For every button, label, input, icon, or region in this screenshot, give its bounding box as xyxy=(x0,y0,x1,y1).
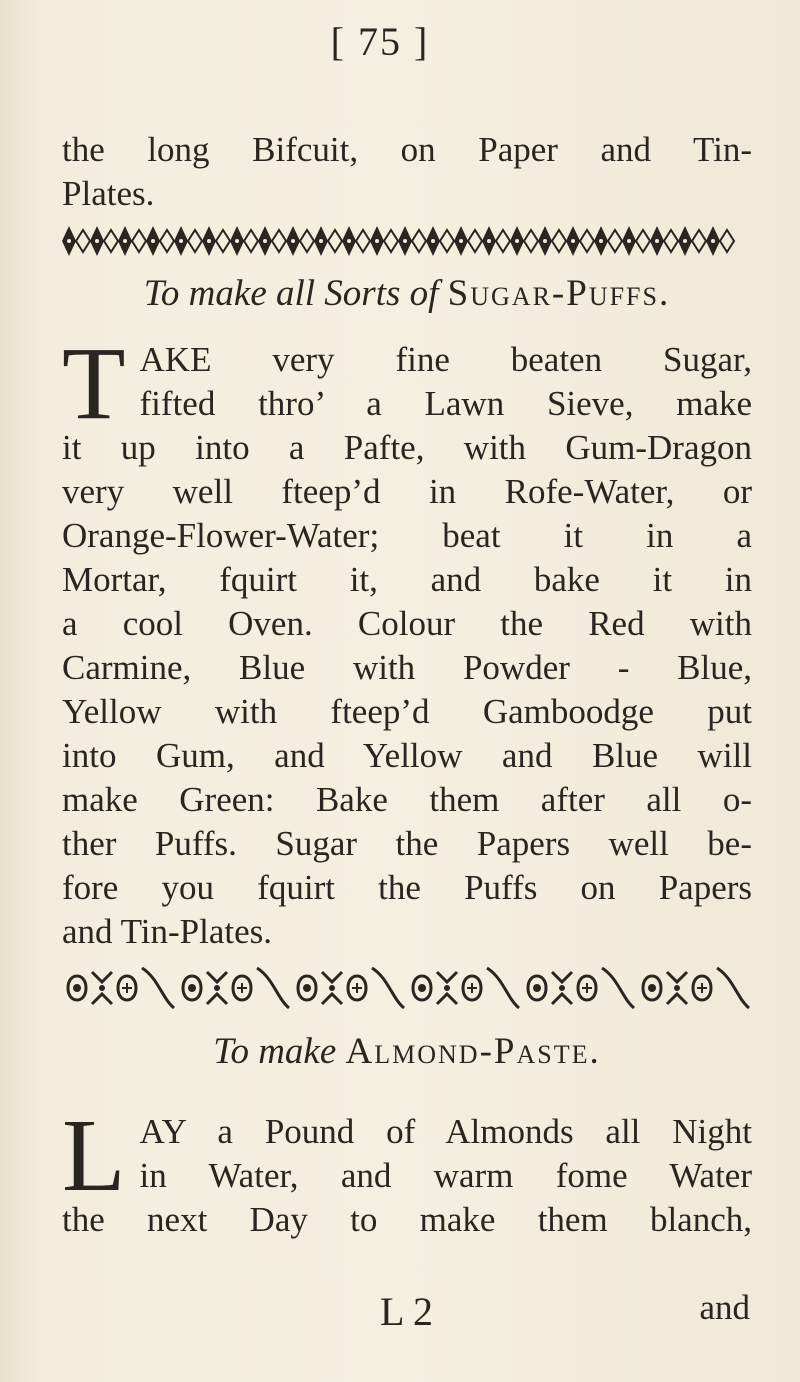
ornament-band-top xyxy=(62,218,752,264)
drop-cap: T xyxy=(62,326,126,441)
title-main: Almond-Paste. xyxy=(345,1031,601,1072)
signature-mark: L 2 xyxy=(380,1289,433,1334)
drop-cap: L xyxy=(62,1098,126,1213)
intro-paragraph xyxy=(62,128,752,216)
text-line: fore you fquirt the Puffs on Papers xyxy=(62,868,752,907)
recipe-title-almond-paste xyxy=(62,1030,752,1073)
text-line: fifted thro’ a Lawn Sieve, make xyxy=(139,384,752,423)
text-line: a cool Oven. Colour the Red with xyxy=(62,604,752,643)
recipe-body-sugar-puffs xyxy=(62,326,752,954)
text-line: Orange-Flower-Water; beat it in a xyxy=(62,516,752,555)
catchword: and xyxy=(699,1288,750,1327)
ornament-band-middle xyxy=(62,958,752,1018)
text-line: Carmine, Blue with Powder - Blue, xyxy=(62,648,752,687)
text-line: it up into a Pafte, with Gum-Dragon xyxy=(62,428,752,467)
text-line: into Gum, and Yellow and Blue will xyxy=(62,736,752,775)
text-line: make Green: Bake them after all o- xyxy=(62,780,752,819)
text-line: Plates. xyxy=(62,174,155,213)
ornament-row xyxy=(62,226,734,256)
text-line: ther Puffs. Sugar the Papers well be- xyxy=(62,824,752,863)
title-main: Sugar-Puffs. xyxy=(447,273,671,314)
text-line: very well fteep’d in Rofe-Water, or xyxy=(62,472,752,511)
text-line: Mortar, fquirt it, and bake it in xyxy=(62,560,752,599)
recipe-body-almond-paste xyxy=(62,1098,752,1242)
text-line: AKE very fine beaten Sugar, xyxy=(139,340,752,379)
title-prefix: To make xyxy=(213,1031,337,1072)
ornament-row xyxy=(68,968,749,1008)
text-line: and Tin-Plates. xyxy=(62,912,273,951)
text-line: Yellow with fteep’d Gamboodge put xyxy=(62,692,752,731)
recipe-title-sugar-puffs xyxy=(62,272,752,315)
title-prefix: To make all Sorts of xyxy=(143,273,439,314)
page-number: [ 75 ] xyxy=(330,19,430,64)
text-line: the long Bifcuit, on Paper and Tin- xyxy=(62,130,752,169)
text-line: in Water, and warm fome Water xyxy=(139,1156,752,1195)
text-line: the next Day to make them blanch, xyxy=(62,1200,752,1239)
text-line: AY a Pound of Almonds all Night xyxy=(139,1112,752,1151)
